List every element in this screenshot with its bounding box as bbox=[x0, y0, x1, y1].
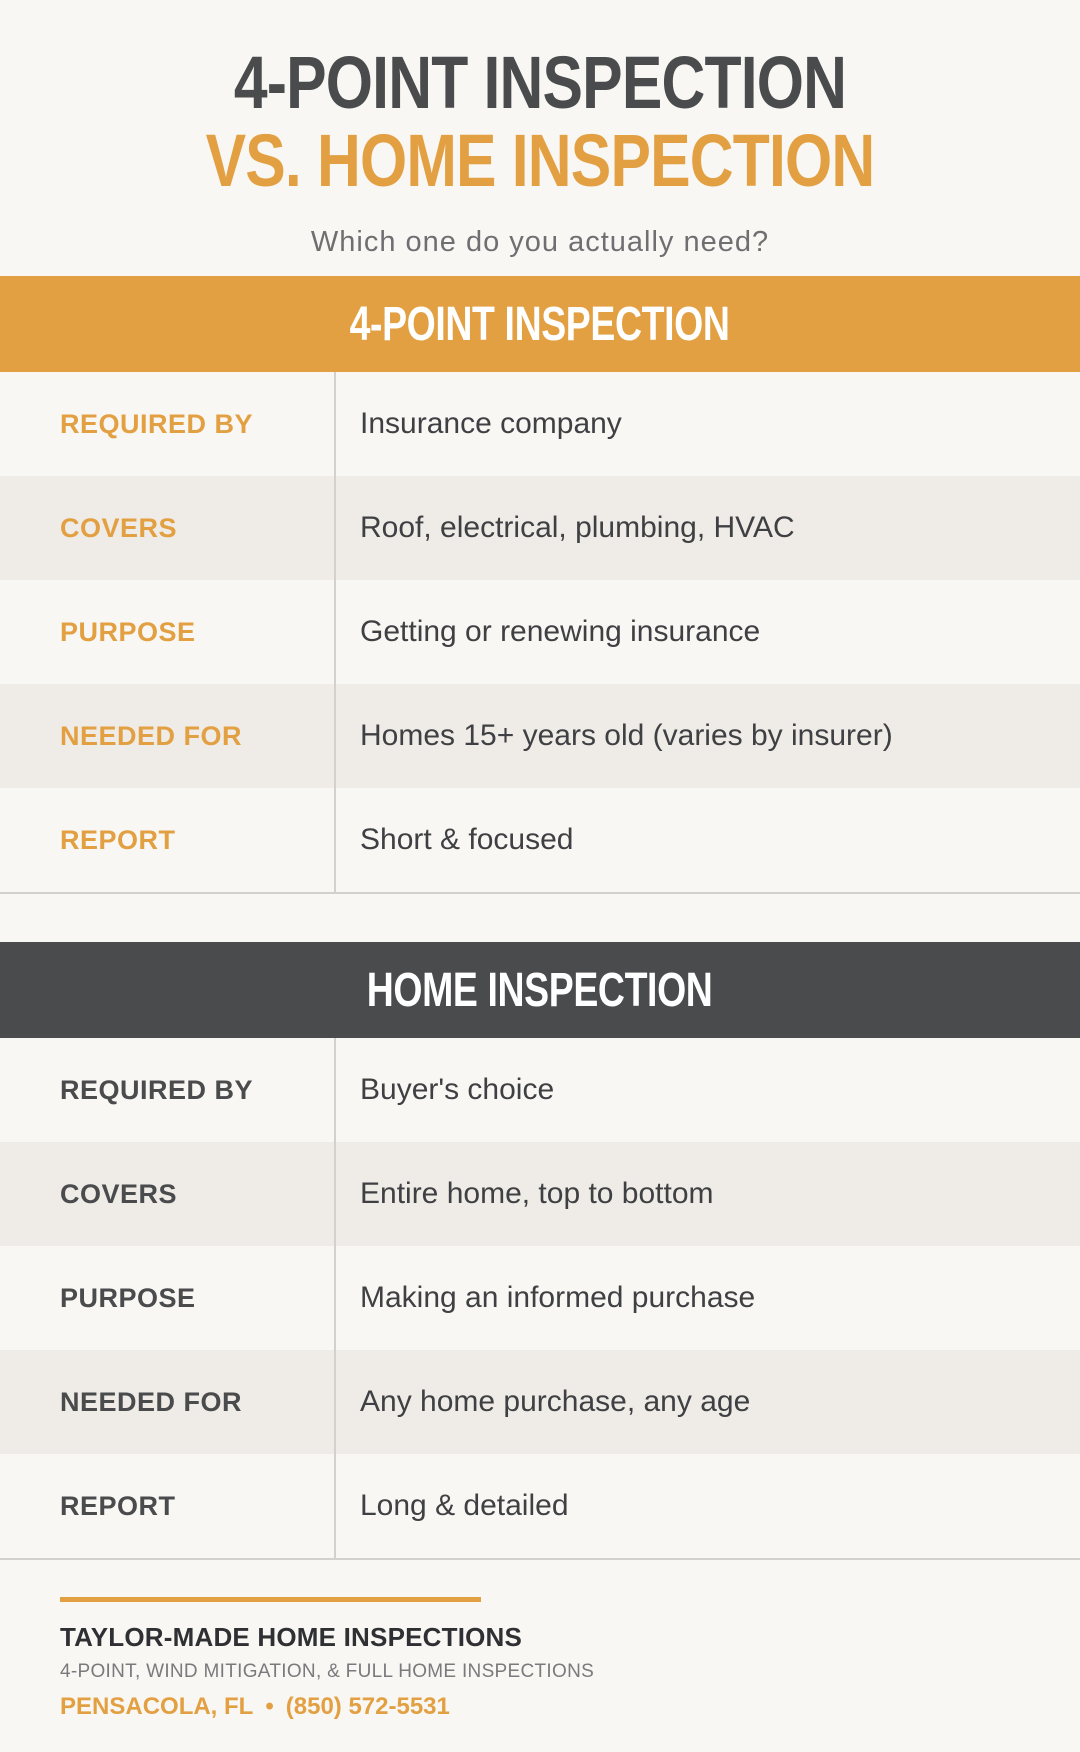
row-label: REQUIRED BY bbox=[0, 372, 336, 476]
header bbox=[0, 0, 1080, 259]
title-line-1: 4-POINT INSPECTION bbox=[233, 41, 847, 124]
company-services: 4-POINT, WIND MITIGATION, & FULL HOME INSPECTIONS bbox=[60, 1661, 595, 1682]
contact-line bbox=[60, 1693, 594, 1721]
row-value: Buyer's choice bbox=[360, 1073, 555, 1106]
row-label: REPORT bbox=[0, 788, 336, 892]
row-value: Insurance company bbox=[360, 407, 622, 440]
four-point-band bbox=[0, 276, 1080, 372]
row-label: REQUIRED BY bbox=[0, 1038, 336, 1142]
row-value: Short & focused bbox=[360, 823, 574, 856]
table-row bbox=[0, 476, 1080, 580]
table-row bbox=[0, 1246, 1080, 1350]
table-row bbox=[0, 1350, 1080, 1454]
row-value: Homes 15+ years old (varies by insurer) bbox=[360, 719, 893, 752]
four-point-heading: 4-POINT INSPECTION bbox=[350, 297, 730, 351]
row-label: PURPOSE bbox=[0, 1246, 336, 1350]
table-row bbox=[0, 1142, 1080, 1246]
footer bbox=[60, 1597, 594, 1721]
location: PENSACOLA, FL bbox=[60, 1693, 254, 1720]
four-point-section bbox=[0, 276, 1080, 894]
row-value: Making an informed purchase bbox=[360, 1281, 756, 1314]
home-inspection-heading: HOME INSPECTION bbox=[367, 963, 713, 1017]
row-label: NEEDED FOR bbox=[0, 684, 336, 788]
home-inspection-section bbox=[0, 942, 1080, 1560]
table-row bbox=[0, 1454, 1080, 1558]
row-value: Getting or renewing insurance bbox=[360, 615, 761, 648]
phone-number: (850) 572-5531 bbox=[285, 1693, 450, 1720]
row-label: REPORT bbox=[0, 1454, 336, 1558]
footer-accent-rule bbox=[60, 1597, 481, 1602]
row-value: Roof, electrical, plumbing, HVAC bbox=[360, 511, 795, 544]
table-row bbox=[0, 788, 1080, 892]
table-row bbox=[0, 372, 1080, 476]
title-line-2: VS. HOME INSPECTION bbox=[205, 119, 875, 202]
row-value: Any home purchase, any age bbox=[360, 1385, 751, 1418]
home-inspection-band bbox=[0, 942, 1080, 1038]
company-name: TAYLOR-MADE HOME INSPECTIONS bbox=[60, 1622, 523, 1652]
table-row bbox=[0, 1038, 1080, 1142]
row-value: Long & detailed bbox=[360, 1489, 569, 1522]
row-label: COVERS bbox=[0, 476, 336, 580]
subtitle: Which one do you actually need? bbox=[310, 226, 770, 258]
table-divider bbox=[0, 1558, 1080, 1560]
table-row bbox=[0, 580, 1080, 684]
row-value: Entire home, top to bottom bbox=[360, 1177, 714, 1210]
table-divider bbox=[0, 892, 1080, 894]
row-label: PURPOSE bbox=[0, 580, 336, 684]
separator: • bbox=[265, 1693, 274, 1720]
row-label: COVERS bbox=[0, 1142, 336, 1246]
row-label: NEEDED FOR bbox=[0, 1350, 336, 1454]
table-row bbox=[0, 684, 1080, 788]
